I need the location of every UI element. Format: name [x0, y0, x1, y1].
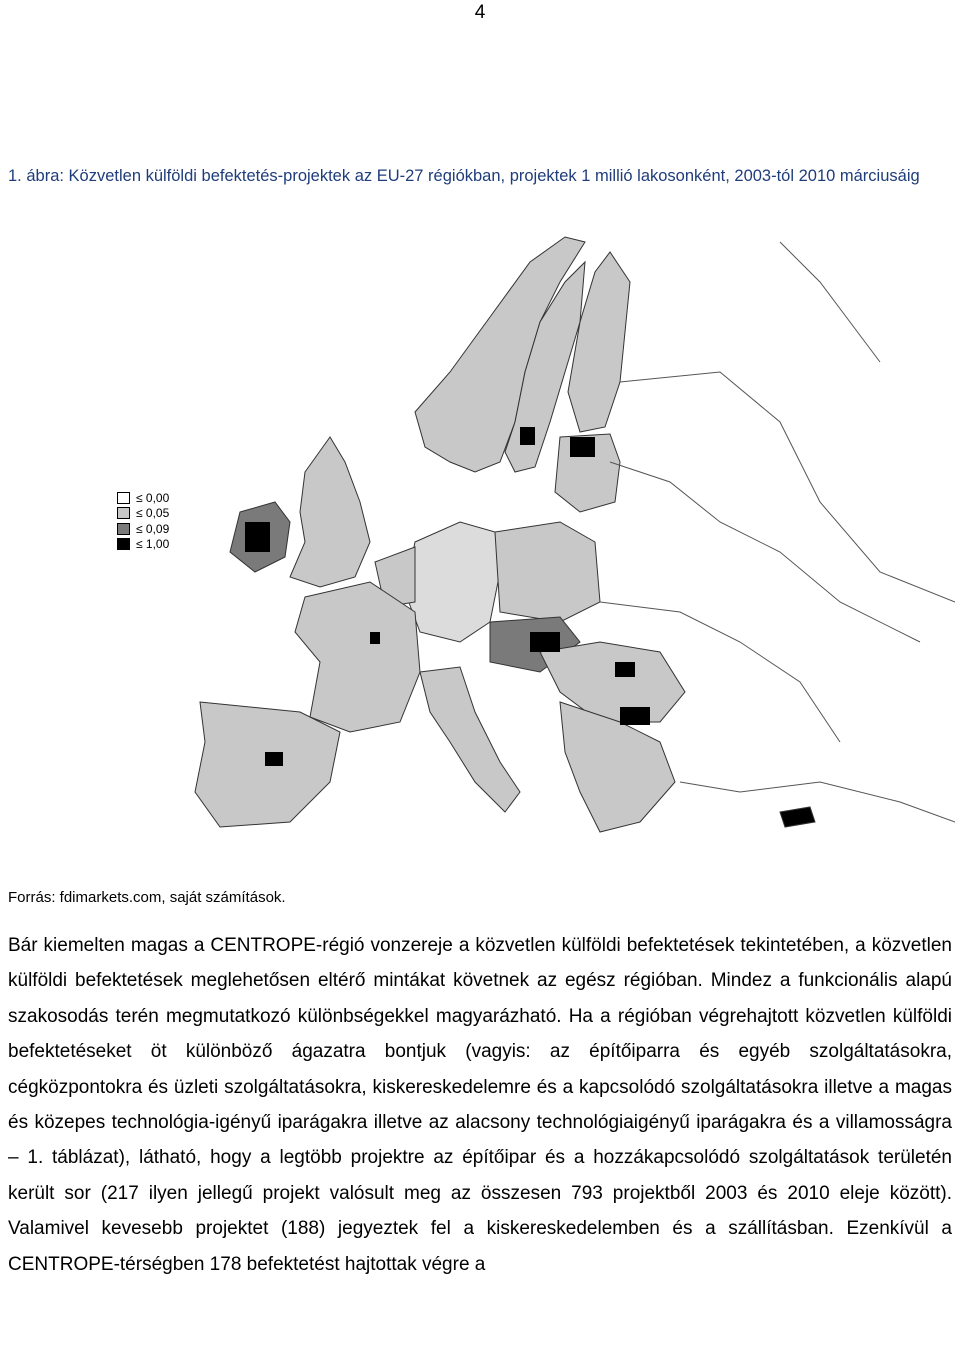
- map-patch-hungary: [615, 662, 635, 677]
- map-border-east: [620, 372, 955, 602]
- map-patch-romania: [620, 707, 650, 725]
- map-region-france: [295, 582, 420, 732]
- map-region-italy: [420, 667, 520, 812]
- map-patch-spain: [265, 752, 283, 766]
- map-patch-ireland: [245, 522, 270, 552]
- legend-item: [117, 537, 169, 553]
- map-patch-slovakia: [530, 632, 560, 652]
- page-number: 4: [474, 2, 486, 23]
- legend-label: ≤ 0,09: [136, 521, 170, 536]
- map-border-turkey: [680, 782, 955, 822]
- map-border-north: [780, 242, 880, 362]
- map-region-great-britain: [290, 437, 370, 587]
- legend-item: [117, 521, 169, 537]
- map-region-cyprus: [780, 807, 815, 827]
- legend-swatch: [117, 507, 130, 519]
- map-patch-france: [370, 632, 380, 644]
- legend-swatch: [117, 523, 130, 535]
- map-border-russia: [610, 462, 920, 642]
- map-region-germany: [405, 522, 500, 642]
- map-region-poland: [495, 522, 600, 622]
- legend-item: [117, 506, 169, 522]
- map-patch-estonia: [570, 437, 595, 457]
- figure-caption: 1. ábra: Közvetlen külföldi befektetés-projektek az EU-27 régiókban, projektek 1 millió lakosonként, 2003-tól 2010 márciusáig: [8, 167, 920, 185]
- legend-swatch: [117, 492, 130, 504]
- map-legend: [117, 490, 169, 552]
- legend-swatch: [117, 538, 130, 550]
- legend-label: ≤ 0,05: [136, 506, 170, 521]
- legend-label: ≤ 0,00: [136, 490, 170, 505]
- body-paragraph: Bár kiemelten magas a CENTROPE-régió vonzereje a közvetlen külföldi befektetések tekintetében, a közvetlen külföldi befektetések meglehetősen eltérő mintákat követnek az egész régióban. Mindez a funkcionális alapú szakosodás terén megmutatkozó különbségekkel magyarázható. Ha a régióban végrehajtott közvetlen külföldi befektetéseket öt különböző ágazatra bontjuk (vagyis: az építőiparra és egyéb szolgáltatásokra, cégközpontokra és üzleti szolgáltatásokra, kiskereskedelemre és a kapcsolódó szolgáltatásokra illetve a magas és közepes technológia-igényű iparágakra illetve az alacsony technológiaigényű iparágakra és a villamosságra – 1. táblázat), látható, hogy a legtöbb projektre az építőipar és a hozzákapcsolódó szolgáltatások területén került sor (217 ilyen jellegű projekt valósult meg az összesen 793 projektből 2003 és 2010 eleje között). Valamivel kevesebb projektet (188) jegyeztek fel a kiskereskedelemben és a szállításban. Ezenkívül a CENTROPE-térségben 178 befektetést hajtottak végre a: [8, 935, 952, 1275]
- figure-source: Forrás: fdimarkets.com, saját számítások.: [8, 889, 286, 906]
- map-patch-stockholm: [520, 427, 535, 445]
- legend-label: ≤ 1,00: [136, 537, 170, 552]
- legend-item: [117, 490, 169, 506]
